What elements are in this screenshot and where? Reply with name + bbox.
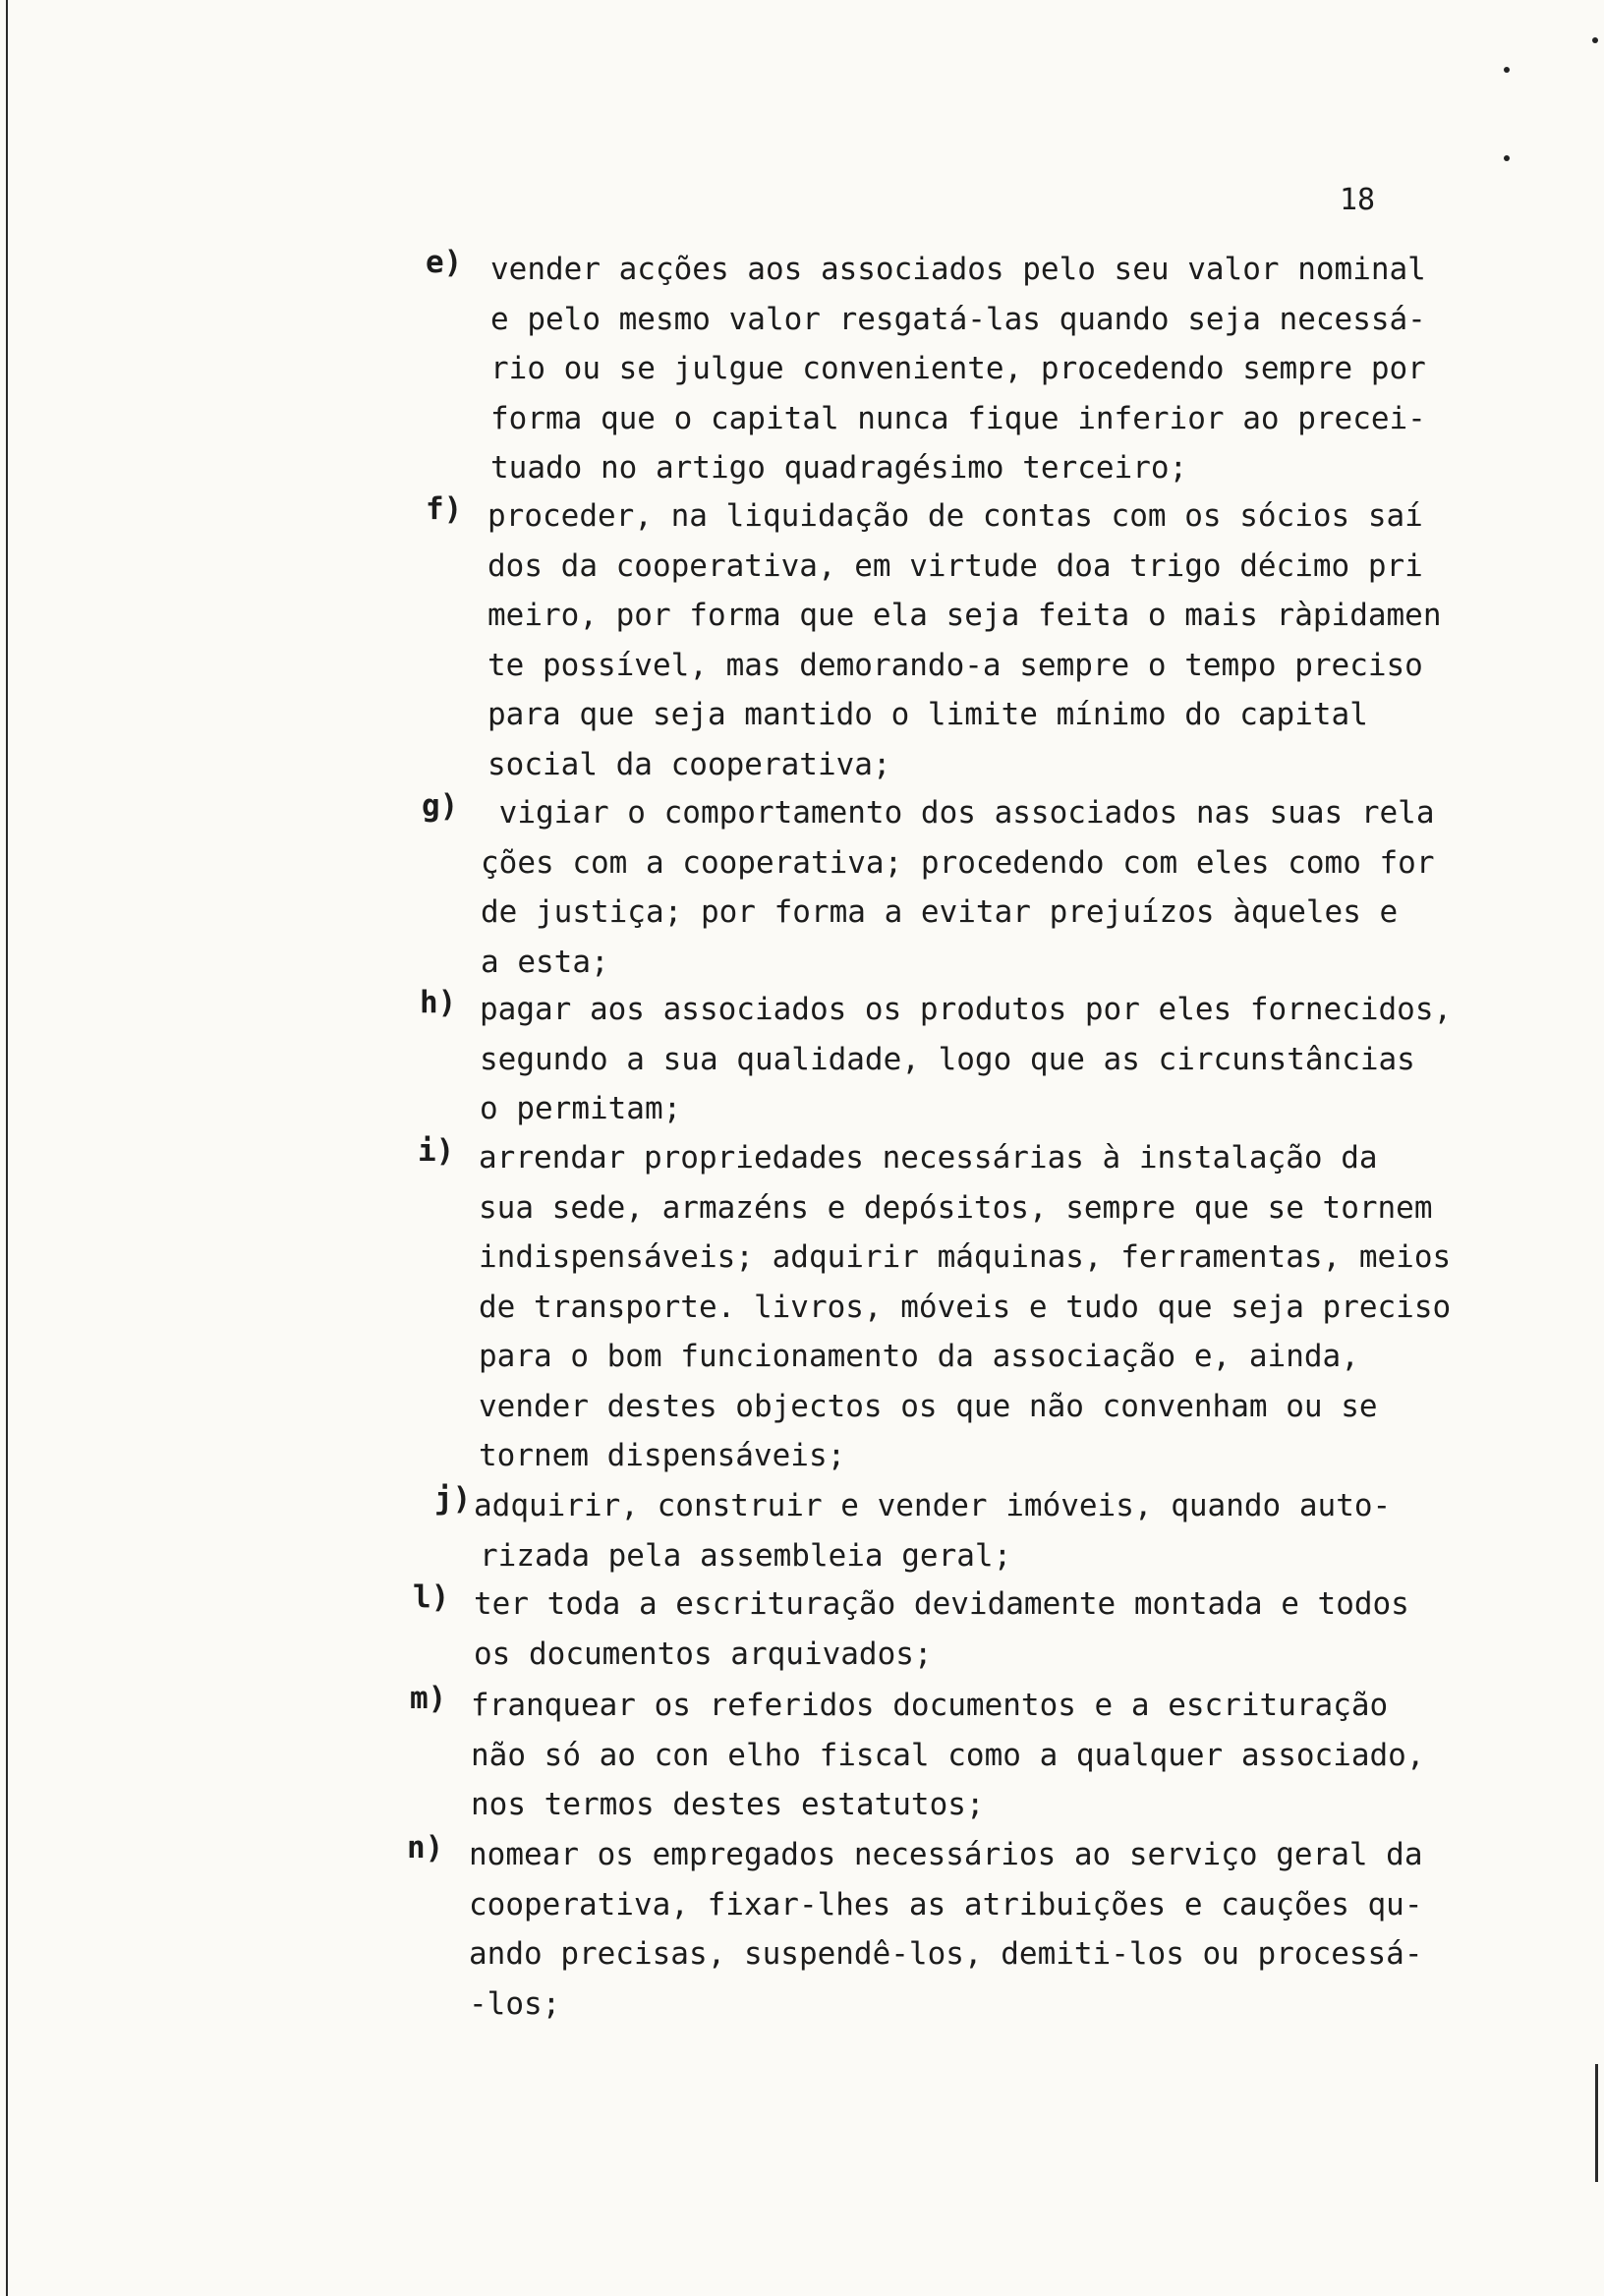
item-text xyxy=(479,1133,1451,1481)
ink-speck xyxy=(1592,37,1598,43)
text-line: tuado no artigo quadragésimo terceiro; xyxy=(490,450,1188,486)
page-edge-mark xyxy=(1595,2064,1598,2182)
text-line: te possível, mas demorando-a sempre o tempo preciso xyxy=(487,647,1423,683)
text-line: os documentos arquivados; xyxy=(474,1636,933,1672)
item-text xyxy=(487,491,1442,789)
text-line: ando precisas, suspendê-los, demiti-los ou processá- xyxy=(469,1936,1423,1972)
text-line: nos termos destes estatutos; xyxy=(471,1787,985,1822)
text-line: nomear os empregados necessários ao serviço geral da xyxy=(469,1837,1423,1872)
item-text xyxy=(480,985,1452,1134)
text-line: pagar aos associados os produtos por eles fornecidos, xyxy=(480,992,1453,1027)
text-line: segundo a sua qualidade, logo que as circunstâncias xyxy=(480,1041,1415,1077)
text-line: ções com a cooperativa; procedendo com eles como for xyxy=(481,844,1435,881)
item-text xyxy=(490,245,1426,493)
text-line: vigiar o comportamento dos associados nas suas rela xyxy=(481,795,1435,831)
item-text xyxy=(481,788,1435,987)
text-line: franquear os referidos documentos e a escrituração xyxy=(471,1688,1389,1723)
item-letter: g) xyxy=(422,788,459,824)
text-line: adquirir, construir e vender imóveis, quando auto- xyxy=(474,1488,1392,1523)
text-line: cooperativa, fixar-lhes as atribuições e cauções qu- xyxy=(469,1886,1423,1923)
item-letter: e) xyxy=(426,245,463,280)
text-line: indispensáveis; adquirir máquinas, ferramentas, meios xyxy=(479,1239,1452,1275)
item-letter: i) xyxy=(418,1133,455,1169)
text-line: e pelo mesmo valor resgatá-las quando seja necessá- xyxy=(490,301,1426,337)
text-line: para o bom funcionamento da associação e, ainda, xyxy=(479,1339,1359,1374)
text-line: de transporte. livros, móveis e tudo que seja preciso xyxy=(479,1289,1452,1325)
text-line: vender destes objectos os que não convenham ou se xyxy=(479,1388,1378,1424)
item-text xyxy=(474,1481,1391,1580)
item-letter: f) xyxy=(426,491,463,527)
text-line: sua sede, armazéns e depósitos, sempre que se tornem xyxy=(479,1189,1433,1226)
item-text xyxy=(469,1830,1423,2029)
item-text xyxy=(474,1579,1409,1679)
item-letter: l) xyxy=(413,1579,450,1615)
text-line: arrendar propriedades necessárias à instalação da xyxy=(479,1140,1378,1176)
page-number: 18 xyxy=(1340,183,1376,217)
text-line: tornem dispensáveis; xyxy=(479,1438,846,1473)
ink-speck xyxy=(1504,155,1510,161)
text-line: rio ou se julgue conveniente, procedendo sempre por xyxy=(490,351,1426,386)
text-line: meiro, por forma que ela seja feita o mais ràpidamen xyxy=(487,598,1442,633)
text-line: -los; xyxy=(469,1985,561,2022)
text-line: forma que o capital nunca fique inferior ao precei- xyxy=(490,400,1426,436)
text-line: para que seja mantido o limite mínimo do capital xyxy=(487,697,1368,732)
text-line: dos da cooperativa, em virtude doa trigo décimo pri xyxy=(487,547,1423,584)
item-letter: m) xyxy=(410,1681,447,1716)
text-line: proceder, na liquidação de contas com os sócios saí xyxy=(487,498,1423,534)
text-line: social da cooperativa; xyxy=(487,746,891,782)
item-text xyxy=(471,1681,1425,1830)
text-line: o permitam; xyxy=(480,1091,682,1126)
item-letter: j) xyxy=(434,1481,472,1517)
text-line: vender acções aos associados pelo seu valor nominal xyxy=(490,252,1426,287)
text-line: de justiça; por forma a evitar prejuízos àqueles e xyxy=(481,894,1399,930)
text-line: a esta; xyxy=(481,944,609,980)
page-edge-line xyxy=(6,0,8,2296)
text-line: ter toda a escrituração devidamente montada e todos xyxy=(474,1586,1409,1622)
text-line: não só ao con elho fiscal como a qualquer associado, xyxy=(471,1737,1425,1773)
item-letter: h) xyxy=(420,985,457,1020)
ink-speck xyxy=(1504,67,1510,73)
text-line: rizada pela assembleia geral; xyxy=(480,1537,1012,1574)
item-letter: n) xyxy=(407,1830,444,1866)
